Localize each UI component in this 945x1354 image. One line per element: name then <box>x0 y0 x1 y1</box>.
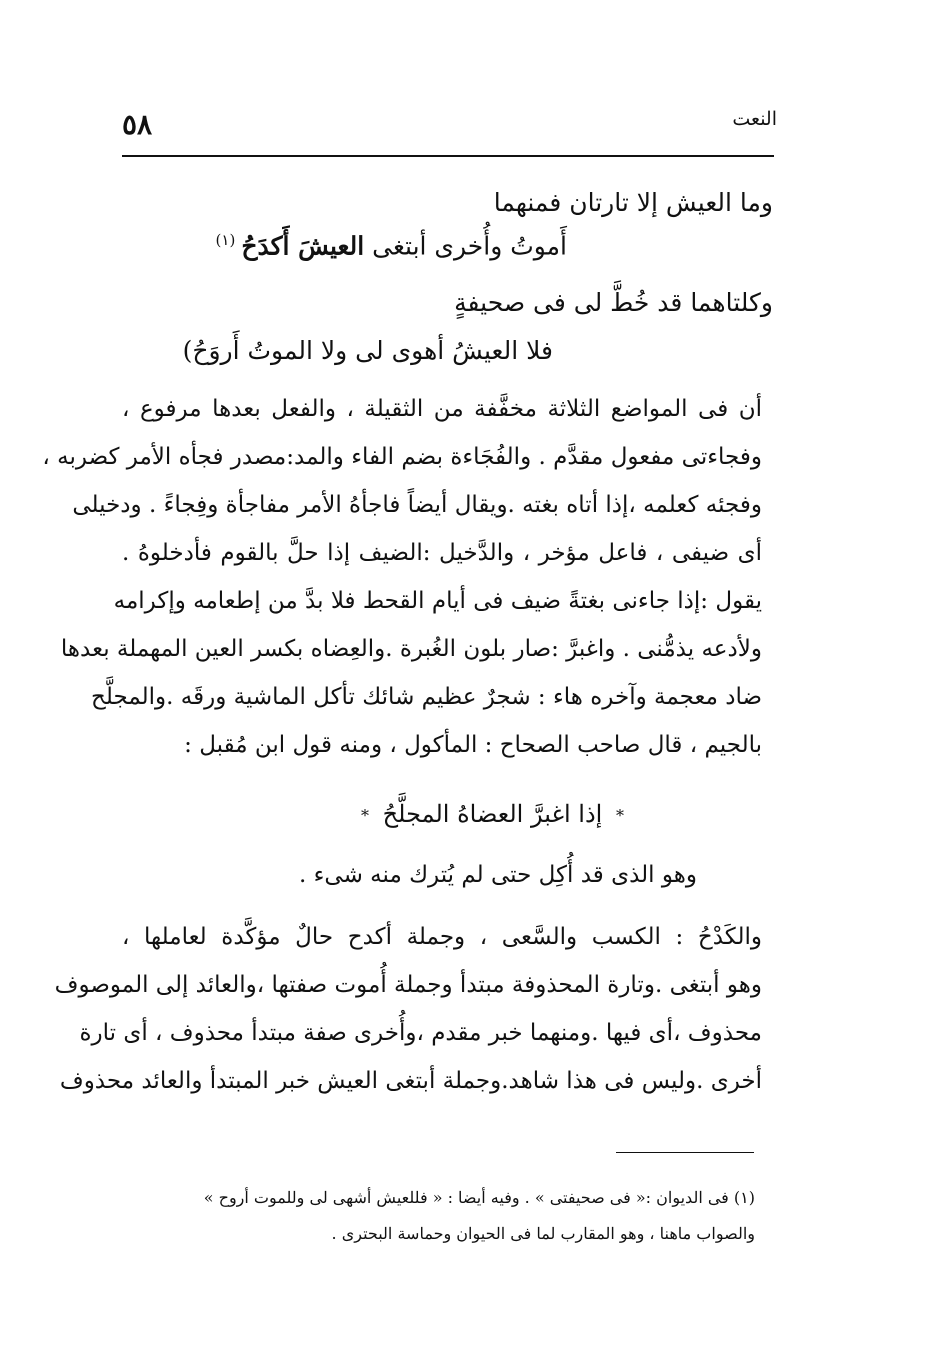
commentary-line: وفجاءتى مفعول مقدَّم . والفُجَاءة بضم الفاء والمد:مصدر فجأه الأمر كضربه ، <box>42 444 762 470</box>
header-rule <box>122 155 774 157</box>
commentary-line: أخرى .وليس فى هذا شاهد.وجملة أبتغى العيش خبر المبتدأ والعائد محذوف <box>59 1068 762 1094</box>
page-number: ٥٨ <box>122 108 153 141</box>
quoted-hemistich <box>0 800 945 828</box>
footnote-marker: (١) <box>215 231 236 249</box>
commentary-line: وهو أبتغى .وتارة المحذوفة مبتدأ وجملة أُموت صفتها ،والعائد إلى الموصوف <box>54 972 762 998</box>
commentary-line: بالجيم ، قال صاحب الصحاح : المأكول ، ومنه قول ابن مُقبل : <box>184 732 762 758</box>
verse-line-2-text: أَموتُ وأُخرى أبتغى <box>364 231 567 261</box>
verse-line-1: وما العيش إلا تارتان فمنهما <box>493 188 773 217</box>
commentary-line: أن فى المواضع الثلاثة مخفَّفة من الثقيلة ، والفعل بعدها مرفوع ، <box>122 396 762 422</box>
footnote-line-1: (١) فى الديوان :« فى صحيفتى » . وفيه أيضا : « فللعيش أشهى لى وللموت أروح » <box>203 1188 755 1207</box>
commentary-line: وفجئه كعلمه ،إذا أتاه بغته .ويقال أيضاً فاجأهُ الأمر مفاجأة وفِجاءً . ودخيلى <box>72 492 762 518</box>
commentary-line: ضاد معجمة وآخره هاء : شجرٌ عظيم شائك تأكل الماشية ورقَه .والمجلَّح <box>91 684 762 710</box>
section-title: النعت <box>732 108 777 130</box>
verse-line-4: فلا العيشُ أهوى لى ولا الموتُ أَروَحُ) <box>182 336 553 365</box>
star-ornament: * <box>615 806 624 825</box>
commentary-line: محذوف ،أى فيها .ومنهما خبر مقدم ،وأُخرى صفة مبتدأ محذوف ، أى تارة <box>79 1020 762 1046</box>
verse-line-3: وكلتاهما قد خُطَّ لى فى صحيفةٍ <box>454 288 773 317</box>
star-ornament: * <box>361 806 370 825</box>
commentary-line: أى ضيفى ، فاعل مؤخر ، والدَّخيل :الضيف إذا حلَّ بالقوم فأدخلوهُ . <box>122 540 762 566</box>
after-quote-line: وهو الذى قد أُكِل حتى لم يُترك منه شىء . <box>298 862 697 888</box>
footnote-rule <box>616 1152 754 1153</box>
running-head <box>122 108 777 148</box>
verse-line-2 <box>215 231 567 261</box>
commentary-line: والكَدْحُ : الكسب والسَّعى ، وجملة أكدح حالٌ مؤكَّدة لعاملها ، <box>122 924 762 950</box>
commentary-line: يقول :إذا جاءنى بغتةً ضيف فى أيام القحط فلا بدَّ من إطعامه وإكرامه <box>113 588 762 614</box>
quoted-hemistich-text: إذا اغبرَّ العضاهُ المجلَّحُ <box>382 800 603 828</box>
commentary-line: ولأدعه يذمُّنى . واغبرَّ :صار بلون الغُبرة .والعِضاه بكسر العين المهملة بعدها <box>60 636 762 662</box>
verse-line-2-emphasis: العيشَ أَكدَحُ <box>241 231 365 261</box>
footnote-line-2: والصواب ماهنا ، وهو المقارب لما فى الحيوان وحماسة البحترى . <box>331 1224 755 1243</box>
